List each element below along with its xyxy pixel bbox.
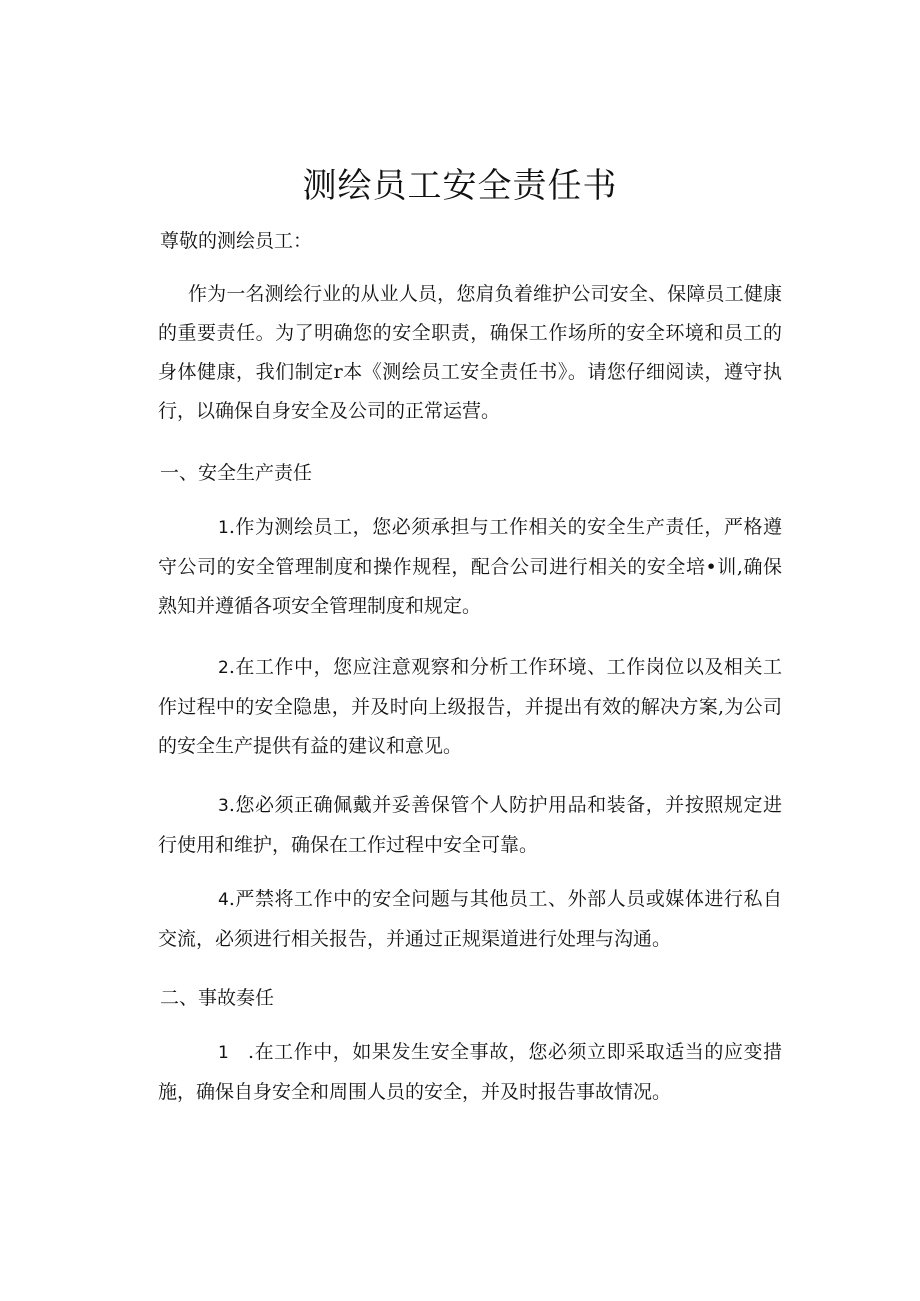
- salutation: 尊敬的测绘员工：: [160, 230, 313, 252]
- item-number: 1: [218, 518, 229, 538]
- item-text: .在工作中，如果发生安全事故，您必须立即采取适当的应变措施，确保自身安全和周围人员的安全，并及时报告事故情况。: [158, 1041, 782, 1103]
- section-heading-safety-production: 一、安全生产责任: [160, 462, 313, 484]
- item-number: 1: [218, 1043, 229, 1063]
- document-title: 测绘员工安全责任书: [302, 166, 618, 206]
- item-number: 3: [218, 796, 229, 816]
- item-text: .严禁将工作中的安全问题与其他员工、外部人员或媒体进行私自交流，必须进行相关报告，并通过正规渠道进行处理与沟通。: [158, 888, 782, 950]
- list-item: [158, 648, 782, 766]
- item-text: .在工作中，您应注意观察和分析工作环境、工作岗位以及相关工作过程中的安全隐患，并及时向上级报告，并提出有效的解决方案,为公司的安全生产提供有益的建议和意见。: [158, 656, 782, 757]
- item-text: .您必须正确佩戴并妥善保管个人防护用品和装备，并按照规定进行使用和维护，确保在工作过程中安全可靠。: [158, 794, 782, 856]
- list-item: [158, 508, 782, 626]
- section-heading-accident-liability: 二、事故奏任: [160, 987, 275, 1009]
- item-number: 4: [218, 890, 229, 910]
- list-item: [158, 1033, 782, 1112]
- list-item: [158, 880, 782, 959]
- list-item: [158, 786, 782, 865]
- item-number: 2: [218, 658, 229, 678]
- item-text: .作为测绘员工，您必须承担与工作相关的安全生产责任，严格遵守公司的安全管理制度和操作规程，配合公司进行相关的安全培•训,确保熟知并遵循各项安全管理制度和规定。: [158, 516, 782, 617]
- intro-paragraph: 作为一名测绘行业的从业人员，您肩负着维护公司安全、保障员工健康的重要责任。为了明确您的安全职责，确保工作场所的安全环境和员工的身体健康，我们制定r本《测绘员工安全责任书》。请您仔细阅读，遵守执行，以确保自身安全及公司的正常运营。: [158, 283, 782, 422]
